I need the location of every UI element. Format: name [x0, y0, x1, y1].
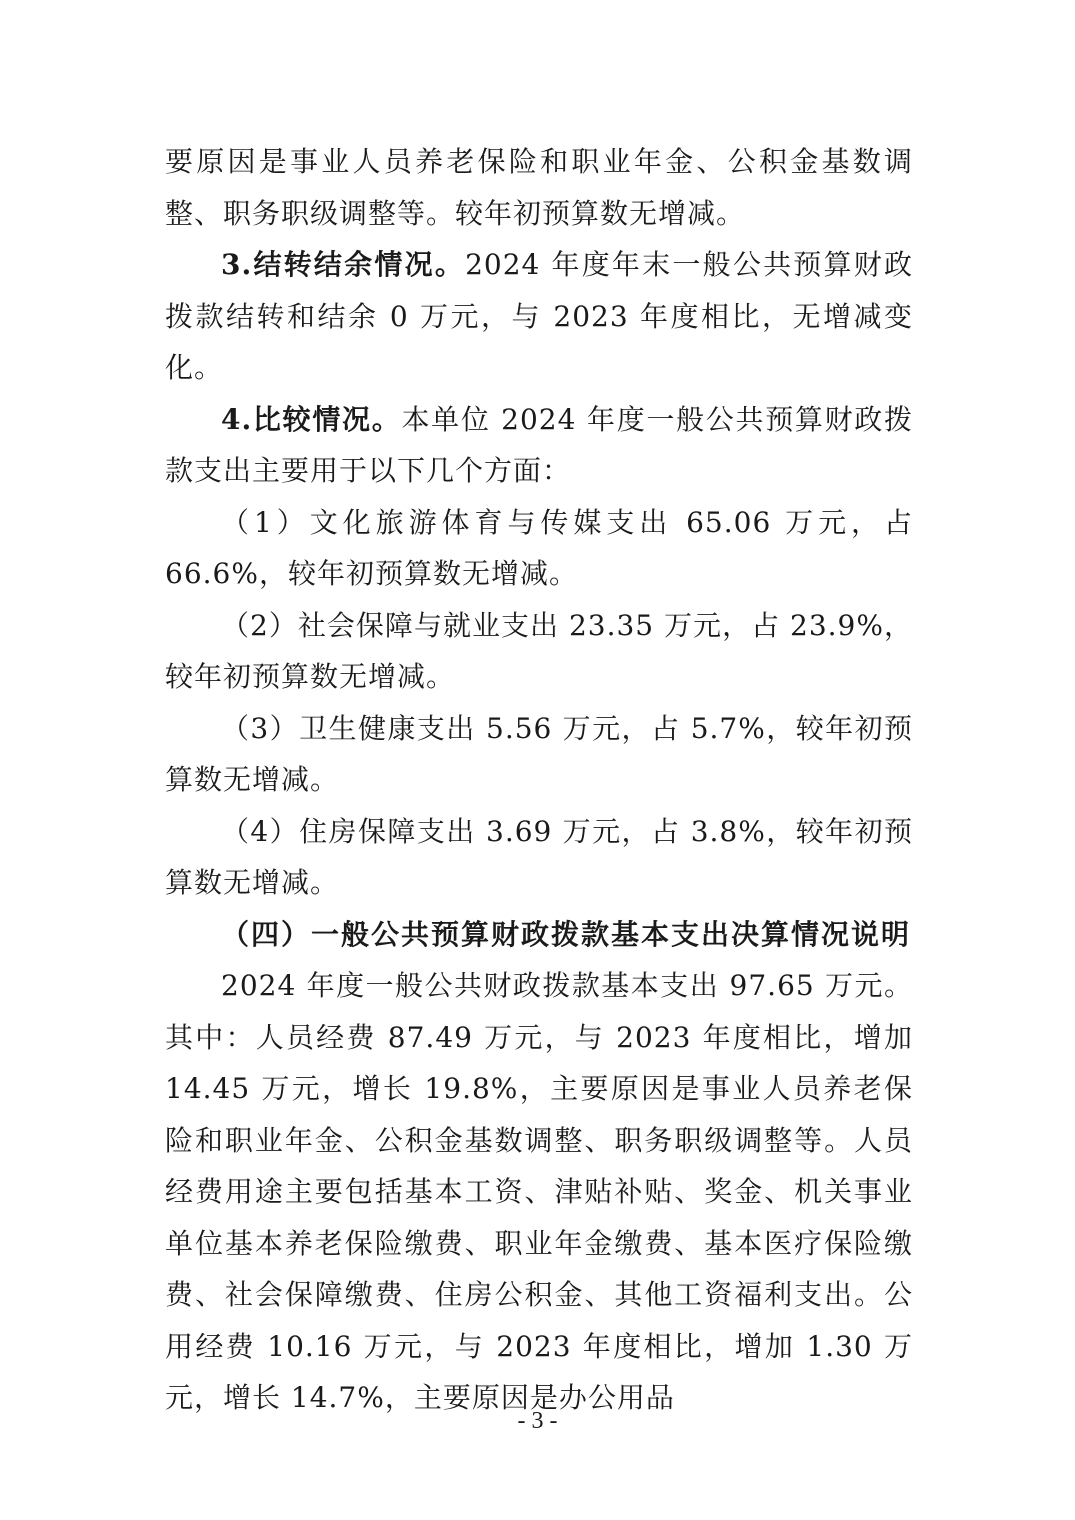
paragraph-text: （1）文化旅游体育与传媒支出 65.06 万元，占 66.6%，较年初预算数无增减。 — [165, 505, 913, 590]
section-heading — [165, 909, 913, 961]
paragraph-text: （2）社会保障与就业支出 23.35 万元，占 23.9%，较年初预算数无增减。 — [165, 608, 913, 693]
list-item-housing — [165, 806, 913, 909]
heading-text: （四）一般公共预算财政拨款基本支出决算情况说明 — [221, 917, 912, 951]
paragraph-lead: 4.比较情况。 — [221, 402, 402, 436]
list-item-social-security — [165, 600, 913, 703]
document-body — [165, 136, 913, 1424]
paragraph-carryover — [165, 239, 913, 394]
paragraph-text: （4）住房保障支出 3.69 万元，占 3.8%，较年初预算数无增减。 — [165, 814, 913, 899]
paragraph-lead: 3.结转结余情况。 — [221, 248, 466, 281]
paragraph-text: 要原因是事业人员养老保险和职业年金、公积金基数调整、职务职级调整等。较年初预算数无增减。 — [165, 145, 913, 230]
paragraph-text: 2024 年度年末一般公共预算财政拨款结转和结余 0 万元，与 2023 年度相比，无增减变化。 — [165, 248, 913, 384]
paragraph-text: （3）卫生健康支出 5.56 万元，占 5.7%，较年初预算数无增减。 — [165, 711, 913, 796]
list-item-culture — [165, 497, 913, 600]
paragraph-text: 本单位 2024 年度一般公共预算财政拨款支出主要用于以下几个方面： — [165, 402, 914, 487]
page-number: - 3 - — [517, 1408, 558, 1434]
paragraph-continuation — [165, 136, 913, 239]
paragraph-basic-expenditure — [165, 960, 913, 1424]
paragraph-comparison — [165, 394, 913, 497]
list-item-health — [165, 703, 913, 806]
paragraph-text: 2024 年度一般公共财政拨款基本支出 97.65 万元。其中：人员经费 87.49 万元，与 2023 年度相比，增加 14.45 万元，增长 19.8%，主要原因是事业人员养老保险和职业年金、公积金基数调整、职务职级调整等。人员经费用途主要包括基本工资、津贴补贴、奖金、机关事业单位基本养老保险缴费、职业年金缴费、基本医疗保险缴费、社会保障缴费、住房公积金、其他工资福利支出。公用经费 10.16 万元，与 2023 年度相比，增加 1.30 万元，增长 14.7%，主要原因是办公用品 — [165, 969, 913, 1414]
